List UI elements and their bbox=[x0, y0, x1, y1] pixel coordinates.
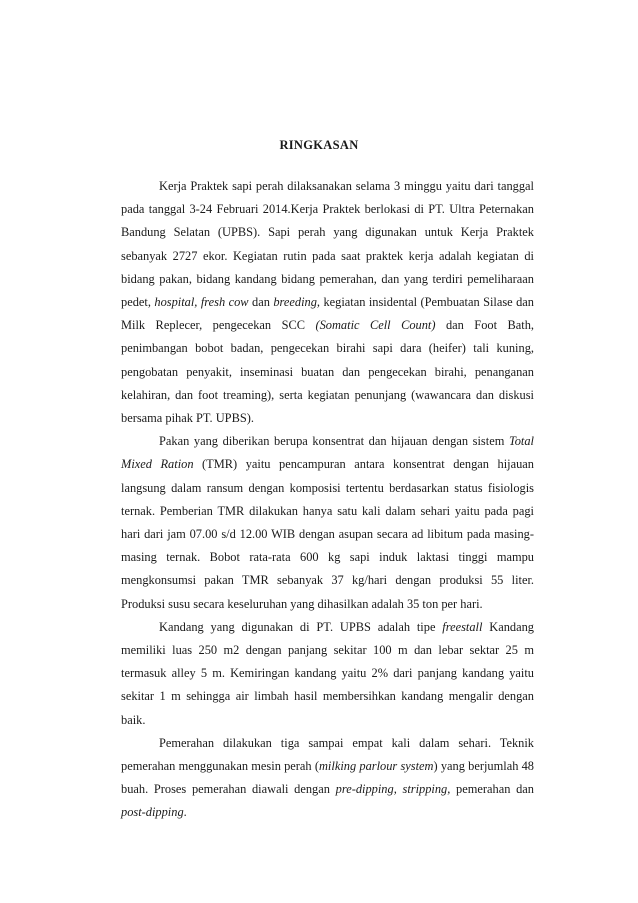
text-run: kegiatan insidental (Pembuatan Silase dan Milk Replecer, pengecekan SCC bbox=[121, 295, 534, 333]
text-run: Kerja Praktek sapi perah dilaksanakan selama 3 minggu yaitu dari tanggal pada tanggal 3-24 Februari 2014.Kerja Praktek berlokasi di PT. Ultra Peternakan Bandung Selatan (UPBS). Sapi perah yang digunakan untuk Kerja Praktek sebanyak 2727 ekor. Kegiatan rutin pada saat praktek kerja adalah kegiatan di bidang pakan, bidang kandang bidang pemerahan, dan yang terdiri pemeliharaan pedet, bbox=[121, 179, 534, 310]
italic-term: hospital, fresh cow bbox=[154, 295, 249, 310]
italic-term: breeding, bbox=[273, 295, 321, 310]
text-run: Kandang memiliki luas 250 m2 dengan panjang sekitar 100 m dan lebar sektar 25 m termasuk alley 5 m. Kemiringan kandang yaitu 2% dari panjang kandang yaitu sekitar 1 m sehingga air limbah hasil membersihkan kandang mengalir dengan baik. bbox=[121, 619, 534, 727]
text-run: Kandang yang digunakan di PT. UPBS adalah tipe bbox=[159, 619, 443, 634]
text-run: pemerahan dan bbox=[450, 782, 535, 797]
italic-term: Total Mixed Ration bbox=[121, 434, 534, 472]
italic-term: freestall bbox=[442, 619, 483, 634]
paragraph-2 bbox=[121, 430, 534, 616]
page-title: RINGKASAN bbox=[279, 138, 359, 152]
italic-term: (Somatic Cell Count) bbox=[315, 318, 436, 333]
italic-term: pre-dipping, stripping, bbox=[335, 782, 451, 797]
text-run: Pemerahan dilakukan tiga sampai empat kali dalam sehari. Teknik pemerahan menggunakan mesin perah ( bbox=[121, 735, 534, 774]
text-run: Pakan yang diberikan berupa konsentrat dan hijauan dengan sistem bbox=[159, 434, 509, 449]
text-run: dan Foot Bath, penimbangan bobot badan, pengecekan birahi sapi dara (heifer) tali kuning, pengobatan penyakit, inseminasi buatan dan pengecekan birahi, penanganan kelahiran, dan foot treaming), serta kegiatan penunjang (wawancara dan diskusi bersama pihak PT. UPBS). bbox=[121, 318, 534, 426]
italic-term: milking parlour system bbox=[318, 759, 434, 774]
text-run: (TMR) yaitu pencampuran antara konsentrat dengan hijauan langsung dalam ransum dengan komposisi tertentu berdasarkan status fisiologis ternak. Pemberian TMR dilakukan hanya satu kali dalam sehari yaitu pada pagi hari dari jam 07.00 s/d 12.00 WIB dengan asupan secara ad libitum pada masing-masing ternak. Bobot rata-rata 600 kg sapi induk laktasi tinggi mampu mengkonsumsi pakan TMR sebanyak 37 kg/hari dengan produksi 55 liter. Produksi susu secara keseluruhan yang dihasilkan adalah 35 ton per hari. bbox=[121, 457, 534, 611]
paragraph-1 bbox=[121, 175, 534, 430]
text-run: dan bbox=[248, 295, 274, 310]
text-run: . bbox=[183, 805, 187, 820]
text-run: ) yang berjumlah 48 buah. Proses pemerahan diawali dengan bbox=[121, 759, 534, 797]
italic-term: post-dipping bbox=[121, 805, 184, 820]
summary-body bbox=[121, 175, 534, 825]
paragraph-3 bbox=[121, 616, 534, 732]
paragraph-4 bbox=[121, 732, 534, 825]
